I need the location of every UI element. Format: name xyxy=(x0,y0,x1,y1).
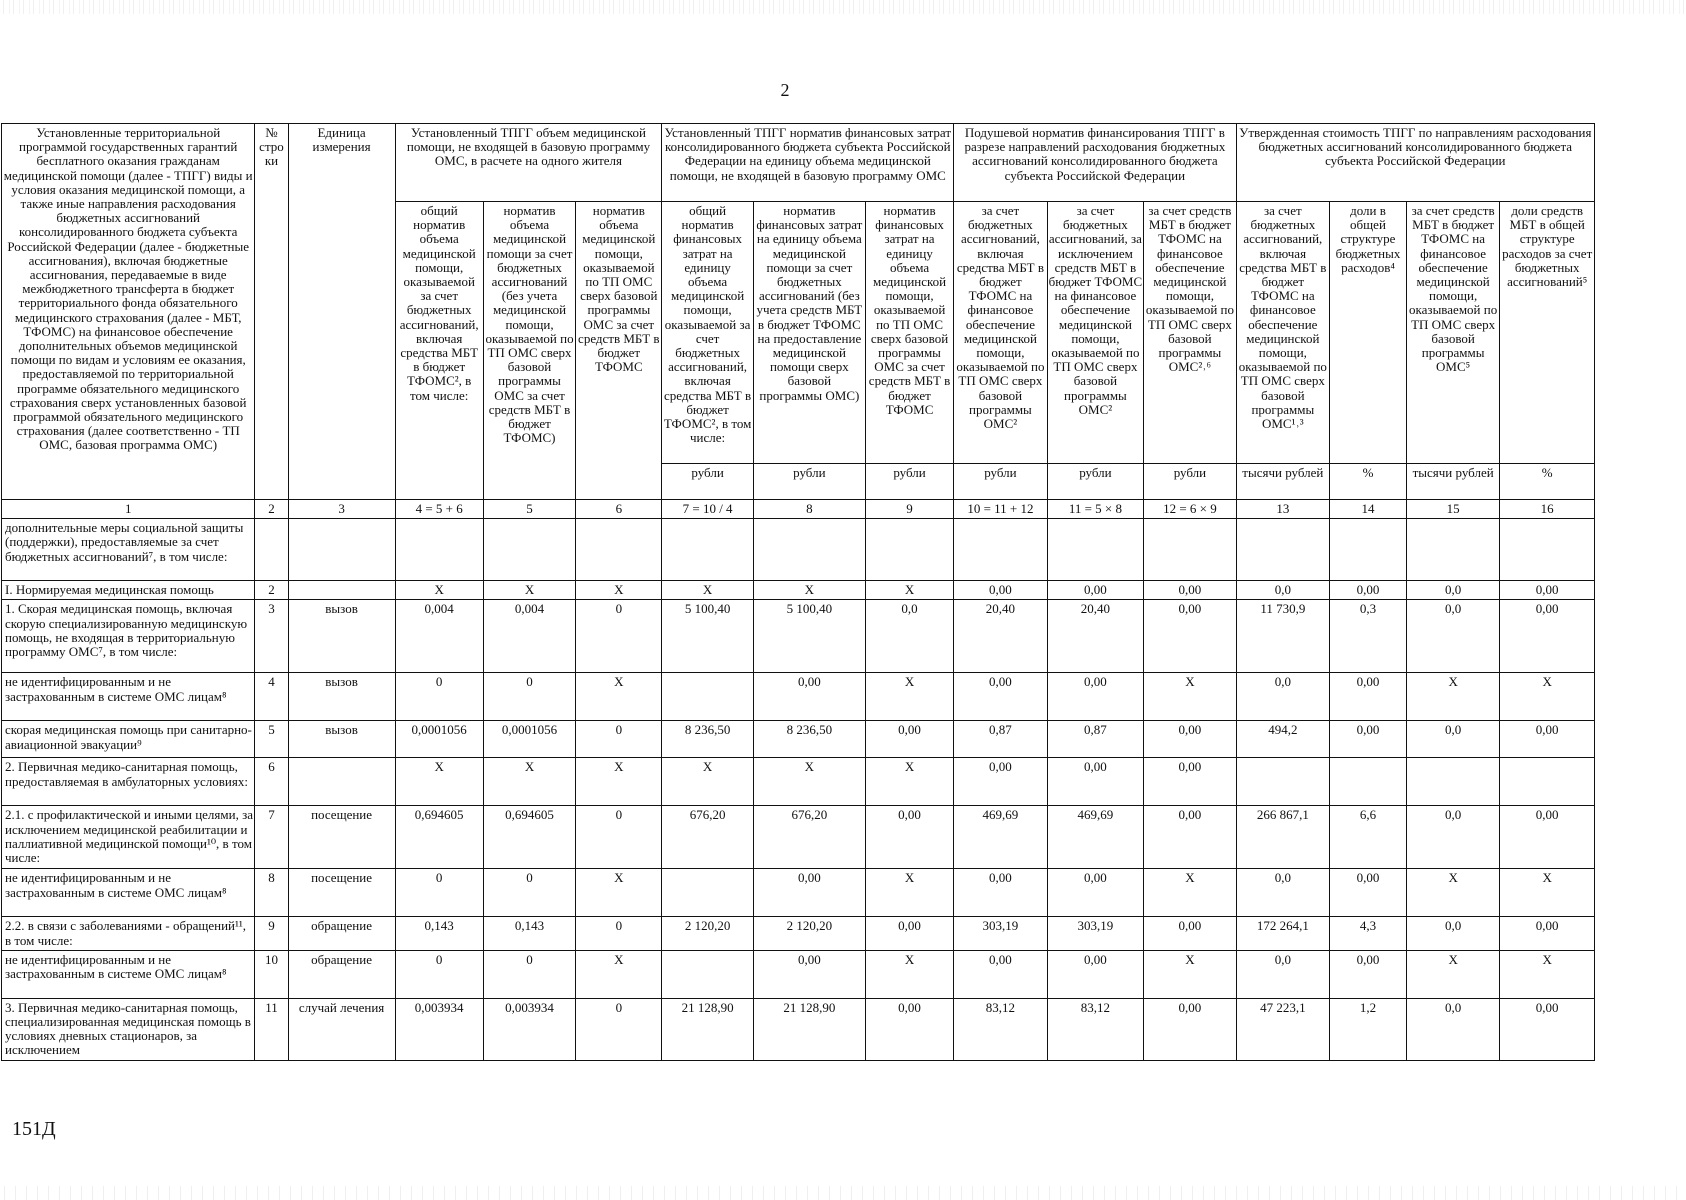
table-cell xyxy=(954,519,1047,581)
table-cell xyxy=(662,950,753,998)
table-cell: 5 100,40 xyxy=(753,600,865,673)
table-cell: 9 xyxy=(255,917,288,950)
table-cell: 0,00 xyxy=(1330,721,1407,758)
col-number: 1 xyxy=(2,500,255,519)
header-program: Установленные территориальной программой государственных гарантий бесплатного оказания гражданам медицинской помощи (далее - ТПГГ) виды и условия оказания медицинской помощи, а также иные направления расходования бюджетных ассигнований консолидированного бюджета субъекта Российской Федерации (далее - бюджетные ассигнования), включая бюджетные ассигнования, передаваемые в виде межбюджетного трансферта в бюджет территориального фонда обязательного медицинского страхования (далее - МБТ, ТФОМС) на финансовое обеспечение дополнительных объемов медицинской помощи по видам и условиям ее оказания, предоставляемой по территориальной программе обязательного медицинского страхования сверх установленных базовой программой обязательного медицинского страхования (далее соответственно - ТП ОМС, базовая программа ОМС) xyxy=(2,124,255,500)
table-cell: 10 xyxy=(255,950,288,998)
table-cell: 0,00 xyxy=(1047,581,1144,600)
table-body xyxy=(2,519,1595,1061)
table-cell: 0,0001056 xyxy=(483,721,575,758)
table-cell: 0,00 xyxy=(753,869,865,917)
table-cell: 0,00 xyxy=(1047,673,1144,721)
table-cell: 6,6 xyxy=(1330,806,1407,869)
row-label: I. Нормируемая медицинская помощь xyxy=(2,581,255,600)
table-cell xyxy=(576,519,662,581)
table-cell: 0 xyxy=(576,806,662,869)
table-cell: 266 867,1 xyxy=(1236,806,1329,869)
table-cell xyxy=(1500,519,1595,581)
table-cell: 676,20 xyxy=(662,806,753,869)
col-number: 10 = 11 + 12 xyxy=(954,500,1047,519)
table-cell: вызов xyxy=(288,721,395,758)
unit-label: рубли xyxy=(1047,464,1144,500)
table-cell: 1,2 xyxy=(1330,998,1407,1060)
row-label: 2.2. в связи с заболеваниями - обращений¹¹, в том числе: xyxy=(2,917,255,950)
unit-label: рубли xyxy=(662,464,753,500)
row-label: скорая медицинская помощь при санитарно-авиационной эвакуации⁹ xyxy=(2,721,255,758)
header-row-groups xyxy=(2,124,1595,202)
table-cell: 0,694605 xyxy=(395,806,483,869)
table-cell: 0,00 xyxy=(1330,581,1407,600)
table-cell: X xyxy=(1144,950,1236,998)
unit-label: рубли xyxy=(954,464,1047,500)
table-cell xyxy=(1406,758,1499,806)
header-sub: доли в общей структуре бюджетных расходов⁴ xyxy=(1330,202,1407,464)
header-sub: за счет бюджетных ассигнований, включая средства МБТ в бюджет ТФОМС на финансовое обеспечение медицинской помощи, оказываемой по ТП ОМС сверх базовой программы ОМС² xyxy=(954,202,1047,464)
table-cell: 0,00 xyxy=(1144,917,1236,950)
table-cell: 0,0 xyxy=(1236,581,1329,600)
table-cell: 676,20 xyxy=(753,806,865,869)
table-cell: X xyxy=(395,581,483,600)
table-cell: 0 xyxy=(483,869,575,917)
table-cell: 2 120,20 xyxy=(753,917,865,950)
table-cell: 494,2 xyxy=(1236,721,1329,758)
row-label: дополнительные меры социальной защиты (поддержки), предоставляемые за счет бюджетных ассигнований⁷, в том числе: xyxy=(2,519,255,581)
col-number: 12 = 6 × 9 xyxy=(1144,500,1236,519)
table-cell: 0,00 xyxy=(1144,721,1236,758)
col-number: 2 xyxy=(255,500,288,519)
table-cell: X xyxy=(576,581,662,600)
table-cell: 0,00 xyxy=(1144,998,1236,1060)
table-cell: 0,00 xyxy=(753,673,865,721)
header-sub: доли средств МБТ в общей структуре расходов за счет бюджетных ассигнований⁵ xyxy=(1500,202,1595,464)
table-cell: 7 xyxy=(255,806,288,869)
table-row xyxy=(2,600,1595,673)
table-cell: 0,0 xyxy=(1406,806,1499,869)
header-group-volume: Установленный ТПГГ объем медицинской помощи, не входящей в базовую программу ОМС, в расчете на одного жителя xyxy=(395,124,662,202)
table-cell: 47 223,1 xyxy=(1236,998,1329,1060)
table-cell: 6 xyxy=(255,758,288,806)
table-cell: 0,3 xyxy=(1330,600,1407,673)
col-number: 9 xyxy=(865,500,953,519)
table-row xyxy=(2,806,1595,869)
table-cell: 0,0 xyxy=(1406,998,1499,1060)
table-cell: X xyxy=(865,950,953,998)
table-cell: X xyxy=(576,758,662,806)
table-row xyxy=(2,581,1595,600)
table-cell: X xyxy=(483,581,575,600)
col-number: 4 = 5 + 6 xyxy=(395,500,483,519)
table-cell: X xyxy=(865,673,953,721)
row-label: 1. Скорая медицинская помощь, включая скорую специализированную медицинскую помощь, не входящая в территориальную программу ОМС⁷, в том числе: xyxy=(2,600,255,673)
table-cell: 0,00 xyxy=(865,998,953,1060)
unit-label: тысячи рублей xyxy=(1236,464,1329,500)
table-cell: 0,0 xyxy=(1406,917,1499,950)
table-cell: 0,87 xyxy=(1047,721,1144,758)
header-sub: за счет средств МБТ в бюджет ТФОМС на финансовое обеспечение медицинской помощи, оказываемой по ТП ОМС сверх базовой программы ОМС⁵ xyxy=(1406,202,1499,464)
table-cell: 20,40 xyxy=(954,600,1047,673)
col-number: 8 xyxy=(753,500,865,519)
table-cell xyxy=(395,519,483,581)
table-cell xyxy=(288,758,395,806)
row-label: не идентифицированным и не застрахованным в системе ОМС лицам⁸ xyxy=(2,869,255,917)
unit-label: рубли xyxy=(865,464,953,500)
table-cell: посещение xyxy=(288,869,395,917)
table-row xyxy=(2,917,1595,950)
row-label: 3. Первичная медико-санитарная помощь, специализированная медицинская помощь в условиях дневных стационаров, за исключением xyxy=(2,998,255,1060)
page-number: 2 xyxy=(780,80,790,100)
table-cell: 83,12 xyxy=(1047,998,1144,1060)
table-cell: случай лечения xyxy=(288,998,395,1060)
table-cell: 0,00 xyxy=(1500,581,1595,600)
table-cell: 0,00 xyxy=(1144,600,1236,673)
table-cell: 0,87 xyxy=(954,721,1047,758)
unit-label: % xyxy=(1500,464,1595,500)
table-cell: 0,00 xyxy=(1144,806,1236,869)
table-cell: 5 100,40 xyxy=(662,600,753,673)
table-cell: 0,00 xyxy=(1047,869,1144,917)
table-cell: 2 xyxy=(255,581,288,600)
table-cell xyxy=(1406,519,1499,581)
table-cell: 0 xyxy=(576,998,662,1060)
table-cell: 172 264,1 xyxy=(1236,917,1329,950)
table-cell: 0,0 xyxy=(1236,673,1329,721)
table-cell: 0,0 xyxy=(1406,581,1499,600)
table-cell: 0,00 xyxy=(865,917,953,950)
table-cell: X xyxy=(1144,673,1236,721)
table-cell: 0,00 xyxy=(1047,758,1144,806)
table-cell: X xyxy=(865,581,953,600)
table-cell: 2 120,20 xyxy=(662,917,753,950)
row-label: 2.1. с профилактической и иными целями, за исключением медицинской реабилитации и паллиативной медицинской помощи¹⁰, в том числе: xyxy=(2,806,255,869)
table-cell: вызов xyxy=(288,600,395,673)
col-number: 6 xyxy=(576,500,662,519)
unit-label: рубли xyxy=(1144,464,1236,500)
table-cell: X xyxy=(576,869,662,917)
table-cell: 0,00 xyxy=(1144,758,1236,806)
header-row-col-numbers xyxy=(2,500,1595,519)
table-cell: 8 236,50 xyxy=(753,721,865,758)
table-cell: X xyxy=(865,758,953,806)
header-group-cost: Утвержденная стоимость ТПГГ по направлениям расходования бюджетных ассигнований консолидированного бюджета субъекта Российской Федерации xyxy=(1236,124,1594,202)
row-label: не идентифицированным и не застрахованным в системе ОМС лицам⁸ xyxy=(2,673,255,721)
table-cell: 0,00 xyxy=(954,758,1047,806)
table-row xyxy=(2,998,1595,1060)
table-cell xyxy=(753,519,865,581)
header-sub: норматив финансовых затрат на единицу объема медицинской помощи, оказываемой по ТП ОМС сверх базовой программы ОМС за счет средств МБТ в бюджет ТФОМС xyxy=(865,202,953,464)
table-cell: X xyxy=(1406,869,1499,917)
table-cell xyxy=(865,519,953,581)
table-cell xyxy=(255,519,288,581)
col-number: 5 xyxy=(483,500,575,519)
table-row xyxy=(2,869,1595,917)
table-cell xyxy=(1500,758,1595,806)
table-cell: 0,003934 xyxy=(483,998,575,1060)
unit-label: тысячи рублей xyxy=(1406,464,1499,500)
table-cell: 4,3 xyxy=(1330,917,1407,950)
header-sub: норматив объема медицинской помощи, оказываемой по ТП ОМС сверх базовой программы ОМС за счет средств МБТ в бюджет ТФОМС xyxy=(576,202,662,500)
scan-edge-top xyxy=(0,0,1686,14)
table-cell: 0,00 xyxy=(865,721,953,758)
table-cell: X xyxy=(395,758,483,806)
table-cell: 0 xyxy=(395,869,483,917)
table-cell: 8 xyxy=(255,869,288,917)
table-cell: 0,694605 xyxy=(483,806,575,869)
table-cell: X xyxy=(576,950,662,998)
table-cell: 20,40 xyxy=(1047,600,1144,673)
table-cell: 0,00 xyxy=(1500,721,1595,758)
table-cell: X xyxy=(662,581,753,600)
document-code: 151Д xyxy=(12,1118,56,1140)
unit-label: рубли xyxy=(753,464,865,500)
table-row xyxy=(2,758,1595,806)
table-cell xyxy=(288,581,395,600)
table-cell xyxy=(662,869,753,917)
header-row-no: № строки xyxy=(255,124,288,500)
table-cell: 0,0 xyxy=(1236,950,1329,998)
table-cell: 11 xyxy=(255,998,288,1060)
table-cell: 0 xyxy=(576,721,662,758)
table-cell: 8 236,50 xyxy=(662,721,753,758)
table-cell: X xyxy=(1144,869,1236,917)
table-cell xyxy=(662,673,753,721)
table-cell: 303,19 xyxy=(954,917,1047,950)
table-cell: 83,12 xyxy=(954,998,1047,1060)
row-label: не идентифицированным и не застрахованным в системе ОМС лицам⁸ xyxy=(2,950,255,998)
header-sub: норматив объема медицинской помощи за счет бюджетных ассигнований (без учета медицинской помощи, оказываемой по ТП ОМС сверх базовой программы ОМС за счет средств МБТ в бюджет ТФОМС) xyxy=(483,202,575,500)
header-sub: за счет средств МБТ в бюджет ТФОМС на финансовое обеспечение медицинской помощи, оказываемой по ТП ОМС сверх базовой программы ОМС²˒⁶ xyxy=(1144,202,1236,464)
table-cell: 0,0001056 xyxy=(395,721,483,758)
table-cell: 4 xyxy=(255,673,288,721)
table-cell: 469,69 xyxy=(954,806,1047,869)
table-row xyxy=(2,721,1595,758)
table-cell: X xyxy=(865,869,953,917)
table-cell: 0,00 xyxy=(1330,869,1407,917)
table-cell xyxy=(288,519,395,581)
table-cell: 0 xyxy=(395,673,483,721)
table-cell: обращение xyxy=(288,917,395,950)
table-cell: 469,69 xyxy=(1047,806,1144,869)
table-cell: 0,0 xyxy=(1406,721,1499,758)
table-cell: 0,004 xyxy=(395,600,483,673)
table-cell: 21 128,90 xyxy=(662,998,753,1060)
table-cell: 0,143 xyxy=(483,917,575,950)
table-cell: 0,0 xyxy=(865,600,953,673)
header-sub: общий норматив объема медицинской помощи, оказываемой за счет бюджетных ассигнований, включая средства МБТ в бюджет ТФОМС², в том числе: xyxy=(395,202,483,500)
table-cell: 0 xyxy=(395,950,483,998)
table-cell: 5 xyxy=(255,721,288,758)
table-row xyxy=(2,950,1595,998)
table-cell: 21 128,90 xyxy=(753,998,865,1060)
table-cell: 0 xyxy=(483,950,575,998)
col-number: 11 = 5 × 8 xyxy=(1047,500,1144,519)
header-sub: за счет бюджетных ассигнований, за исключением средств МБТ в бюджет ТФОМС на финансовое обеспечение медицинской помощи, оказываемой по ТП ОМС сверх базовой программы ОМС² xyxy=(1047,202,1144,464)
table-cell: обращение xyxy=(288,950,395,998)
table-cell: вызов xyxy=(288,673,395,721)
table-cell xyxy=(483,519,575,581)
col-number: 13 xyxy=(1236,500,1329,519)
table-cell: 0,004 xyxy=(483,600,575,673)
table-cell xyxy=(1047,519,1144,581)
table-cell: X xyxy=(1500,869,1595,917)
table-cell: X xyxy=(483,758,575,806)
table-cell: 0,00 xyxy=(1500,600,1595,673)
header-sub: общий норматив финансовых затрат на единицу объема медицинской помощи, оказываемой за счет бюджетных ассигнований, включая средства МБТ в бюджет ТФОМС², в том числе: xyxy=(662,202,753,464)
table-cell: X xyxy=(576,673,662,721)
table-cell: 303,19 xyxy=(1047,917,1144,950)
table-cell: 0,00 xyxy=(1500,806,1595,869)
row-label: 2. Первичная медико-санитарная помощь, предоставляемая в амбулаторных условиях: xyxy=(2,758,255,806)
table-cell: 0 xyxy=(576,917,662,950)
table-cell: 0 xyxy=(483,673,575,721)
table-cell xyxy=(662,519,753,581)
col-number: 16 xyxy=(1500,500,1595,519)
table-cell xyxy=(1236,758,1329,806)
header-sub: норматив финансовых затрат на единицу объема медицинской помощи за счет бюджетных ассигнований (без учета средств МБТ в бюджет ТФОМС на предоставление медицинской помощи сверх базовой программы ОМС) xyxy=(753,202,865,464)
table-cell: 11 730,9 xyxy=(1236,600,1329,673)
table-cell: X xyxy=(1500,673,1595,721)
header-unit: Единица измерения xyxy=(288,124,395,500)
table-cell: 0 xyxy=(576,600,662,673)
table-cell: посещение xyxy=(288,806,395,869)
header-group-norm: Установленный ТПГГ норматив финансовых затрат консолидированного бюджета субъекта Российской Федерации на единицу объема медицинской помощи, не входящей в базовую программу ОМС xyxy=(662,124,954,202)
table-cell xyxy=(1330,519,1407,581)
table-cell: 0,00 xyxy=(1330,950,1407,998)
table-cell: 0,00 xyxy=(954,673,1047,721)
table-cell: 3 xyxy=(255,600,288,673)
table-cell: X xyxy=(1406,950,1499,998)
table-cell: 0,0 xyxy=(1236,869,1329,917)
table-cell: 0,143 xyxy=(395,917,483,950)
table-cell xyxy=(1330,758,1407,806)
table-cell: 0,00 xyxy=(865,806,953,869)
table-cell: X xyxy=(753,581,865,600)
col-number: 3 xyxy=(288,500,395,519)
table-cell: 0,003934 xyxy=(395,998,483,1060)
table-cell: 0,0 xyxy=(1406,600,1499,673)
table-cell: 0,00 xyxy=(954,581,1047,600)
table-cell: X xyxy=(753,758,865,806)
header-sub: за счет бюджетных ассигнований, включая средства МБТ в бюджет ТФОМС на финансовое обеспечение медицинской помощи, оказываемой по ТП ОМС сверх базовой программы ОМС¹˒³ xyxy=(1236,202,1329,464)
col-number: 14 xyxy=(1330,500,1407,519)
table-cell xyxy=(1236,519,1329,581)
table-cell: 0,00 xyxy=(753,950,865,998)
table-cell: 0,00 xyxy=(954,950,1047,998)
header-group-percap: Подушевой норматив финансирования ТПГГ в разрезе направлений расходования бюджетных ассигнований консолидированного бюджета субъекта Российской Федерации xyxy=(954,124,1236,202)
table-cell: 0,00 xyxy=(1500,998,1595,1060)
scan-edge-bottom xyxy=(0,1186,1686,1200)
col-number: 7 = 10 / 4 xyxy=(662,500,753,519)
table-cell: X xyxy=(1500,950,1595,998)
table-row xyxy=(2,519,1595,581)
table-row xyxy=(2,673,1595,721)
table-cell: 0,00 xyxy=(1500,917,1595,950)
table-cell: 0,00 xyxy=(1330,673,1407,721)
table-cell: 0,00 xyxy=(954,869,1047,917)
table-cell: X xyxy=(662,758,753,806)
table-cell xyxy=(1144,519,1236,581)
table-cell: X xyxy=(1406,673,1499,721)
col-number: 15 xyxy=(1406,500,1499,519)
table-cell: 0,00 xyxy=(1047,950,1144,998)
budget-table xyxy=(1,123,1595,1061)
unit-label: % xyxy=(1330,464,1407,500)
table-cell: 0,00 xyxy=(1144,581,1236,600)
